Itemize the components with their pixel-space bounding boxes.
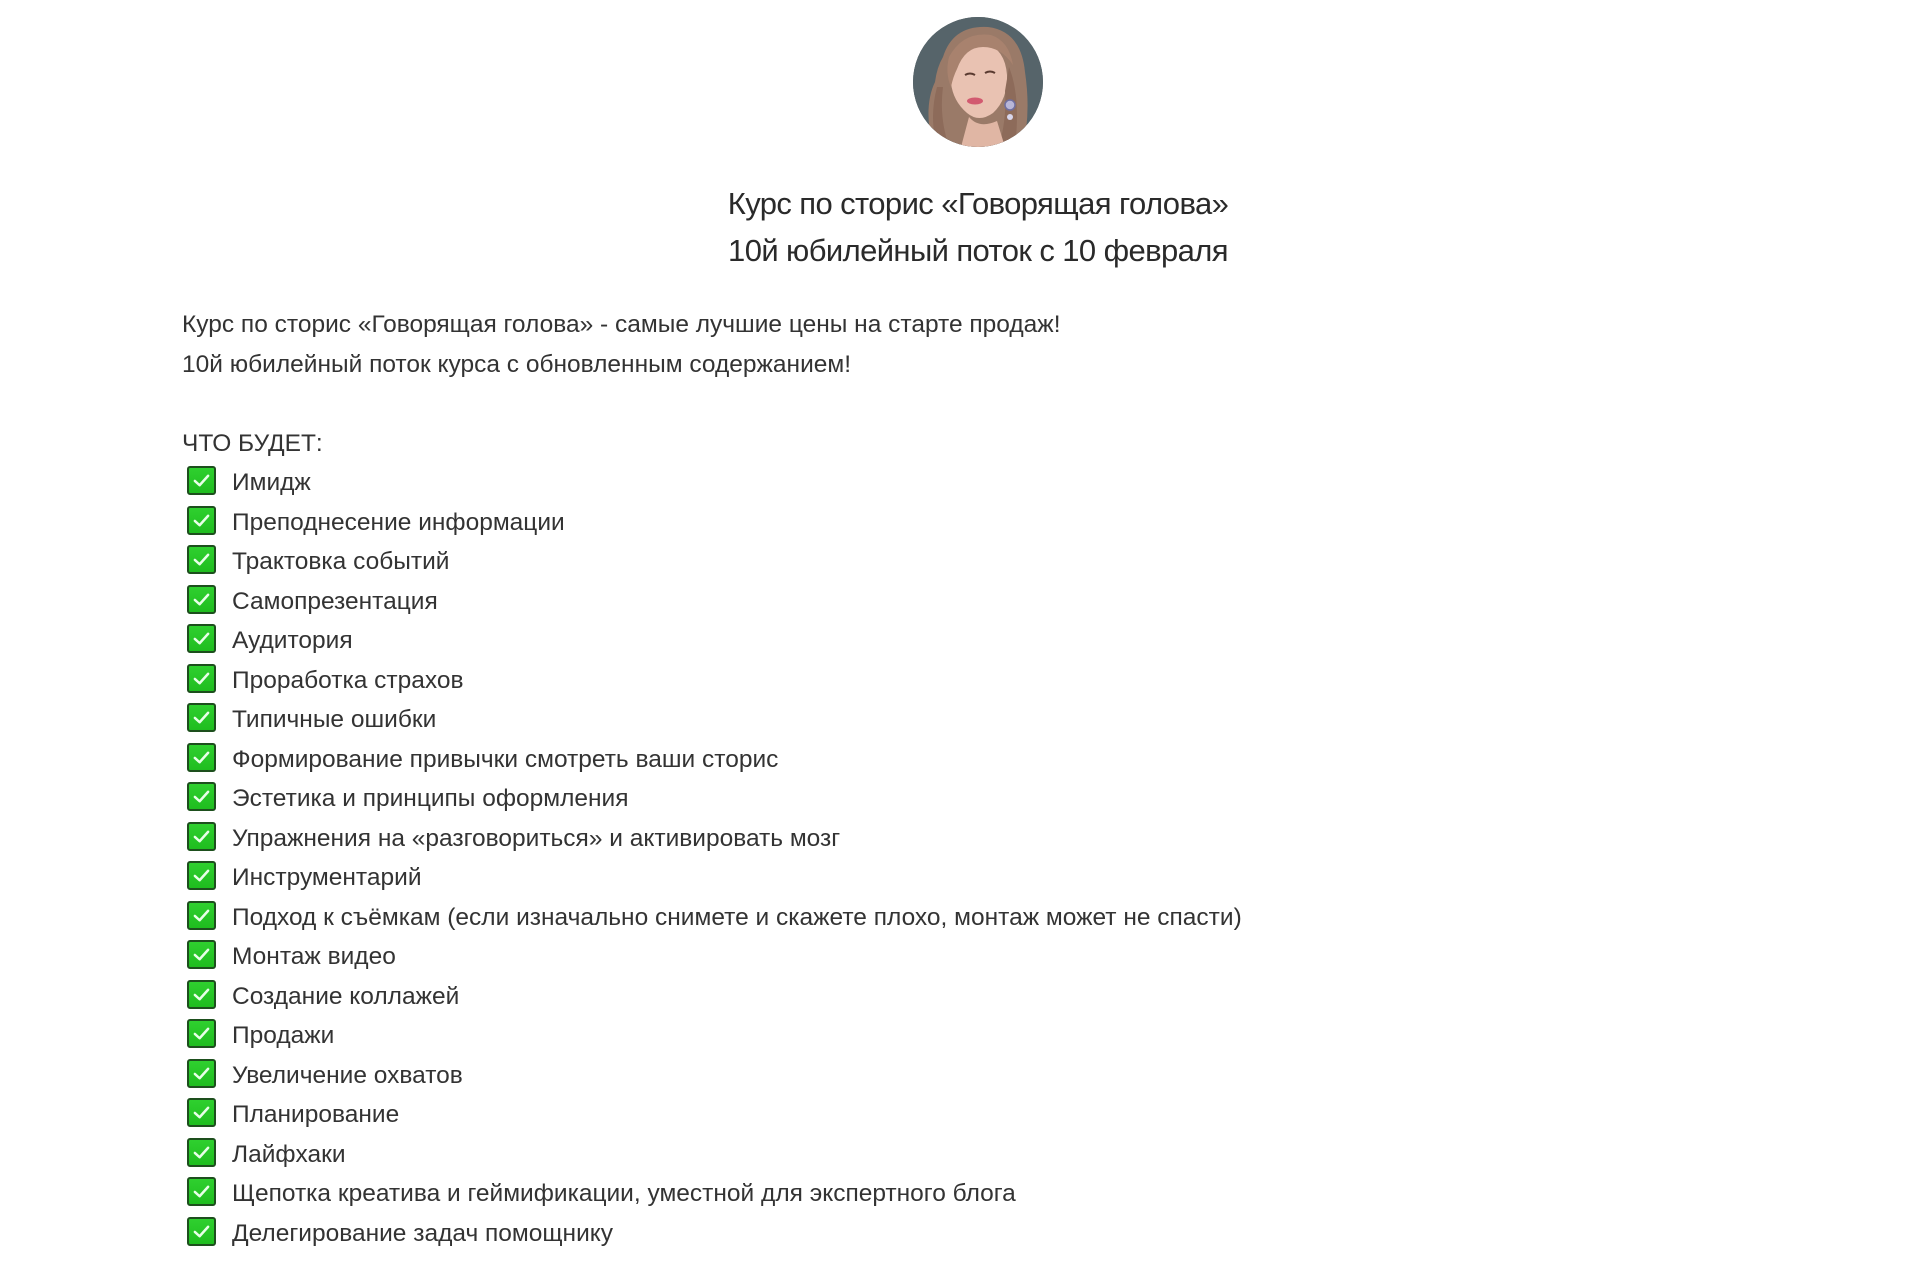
list-item-label: Лайфхаки	[232, 1140, 346, 1168]
list-item	[182, 700, 1682, 740]
list-item-label: Создание коллажей	[232, 982, 460, 1010]
checkbox-checked-icon	[187, 703, 216, 732]
list-item-label: Проработка страхов	[232, 666, 464, 694]
list-item	[182, 542, 1682, 582]
checkbox-checked-icon	[187, 545, 216, 574]
list-item-label: Упражнения на «разговориться» и активировать мозг	[232, 824, 841, 852]
list-item	[182, 1174, 1682, 1214]
checkbox-checked-icon	[187, 1059, 216, 1088]
checkbox-checked-icon	[187, 1217, 216, 1246]
list-item-label: Эстетика и принципы оформления	[232, 785, 629, 812]
list-item	[182, 858, 1682, 898]
list-item-label: Щепотка креатива и геймификации, уместной для экспертного блога	[232, 1180, 1016, 1207]
list-item	[182, 819, 1682, 859]
list-item	[182, 1016, 1682, 1056]
checkbox-checked-icon	[187, 861, 216, 890]
list-item-label: Типичные ошибки	[232, 706, 437, 733]
list-item	[182, 740, 1682, 780]
list-item	[182, 898, 1682, 938]
checkbox-checked-icon	[187, 624, 216, 653]
list-item-label: Аудитория	[232, 627, 353, 654]
list-item	[182, 621, 1682, 661]
checkbox-checked-icon	[187, 901, 216, 930]
checkbox-checked-icon	[187, 782, 216, 811]
list-item	[182, 661, 1682, 701]
avatar	[913, 17, 1043, 147]
list-item-label: Планирование	[232, 1101, 400, 1128]
checkbox-checked-icon	[187, 1177, 216, 1206]
checkbox-checked-icon	[187, 664, 216, 693]
list-item	[182, 582, 1682, 622]
list-item-label: Трактовка событий	[232, 548, 450, 575]
list-item	[182, 937, 1682, 977]
list-item	[182, 1135, 1682, 1175]
list-item	[182, 1214, 1682, 1254]
list-item	[182, 779, 1682, 819]
feature-list	[182, 463, 1682, 1253]
title-line-1: Курс по сторис «Говорящая голова»	[727, 186, 1229, 221]
list-item	[182, 463, 1682, 503]
list-item-label: Самопрезентация	[232, 587, 438, 615]
list-item	[182, 1056, 1682, 1096]
list-item-label: Монтаж видео	[232, 943, 396, 970]
list-item-label: Имидж	[232, 469, 311, 496]
list-item-label: Формирование привычки смотреть ваши сторис	[232, 745, 779, 773]
checkbox-checked-icon	[187, 743, 216, 772]
list-item-label: Делегирование задач помощнику	[232, 1219, 614, 1247]
title-line-2: 10й юбилейный поток с 10 февраля	[728, 233, 1228, 268]
checkbox-checked-icon	[187, 506, 216, 535]
list-item-label: Продажи	[232, 1022, 335, 1049]
list-item	[182, 1095, 1682, 1135]
list-item-label: Инструментарий	[232, 864, 422, 891]
checkbox-checked-icon	[187, 940, 216, 969]
checkbox-checked-icon	[187, 1138, 216, 1167]
list-item	[182, 977, 1682, 1017]
checkbox-checked-icon	[187, 585, 216, 614]
description-line-1: Курс по сторис «Говорящая голова» - самые лучшие цены на старте продаж!	[182, 311, 1061, 338]
list-item	[182, 503, 1682, 543]
description-line-2: 10й юбилейный поток курса с обновленным содержанием!	[182, 350, 852, 378]
list-item-label: Преподнесение информации	[232, 508, 565, 536]
list-item-label: Увеличение охватов	[232, 1061, 463, 1089]
checkbox-checked-icon	[187, 980, 216, 1009]
course-title	[478, 180, 1478, 274]
list-item-label: Подход к съёмкам (если изначально снимете и скажете плохо, монтаж может не спасти)	[232, 903, 1242, 931]
profile-photo-icon	[913, 17, 1043, 147]
checkbox-checked-icon	[187, 466, 216, 495]
checkbox-checked-icon	[187, 1098, 216, 1127]
spacer	[182, 384, 1682, 424]
course-description	[182, 305, 1682, 1253]
checkbox-checked-icon	[187, 1019, 216, 1048]
section-heading: ЧТО БУДЕТ:	[182, 429, 323, 457]
checkbox-checked-icon	[187, 822, 216, 851]
